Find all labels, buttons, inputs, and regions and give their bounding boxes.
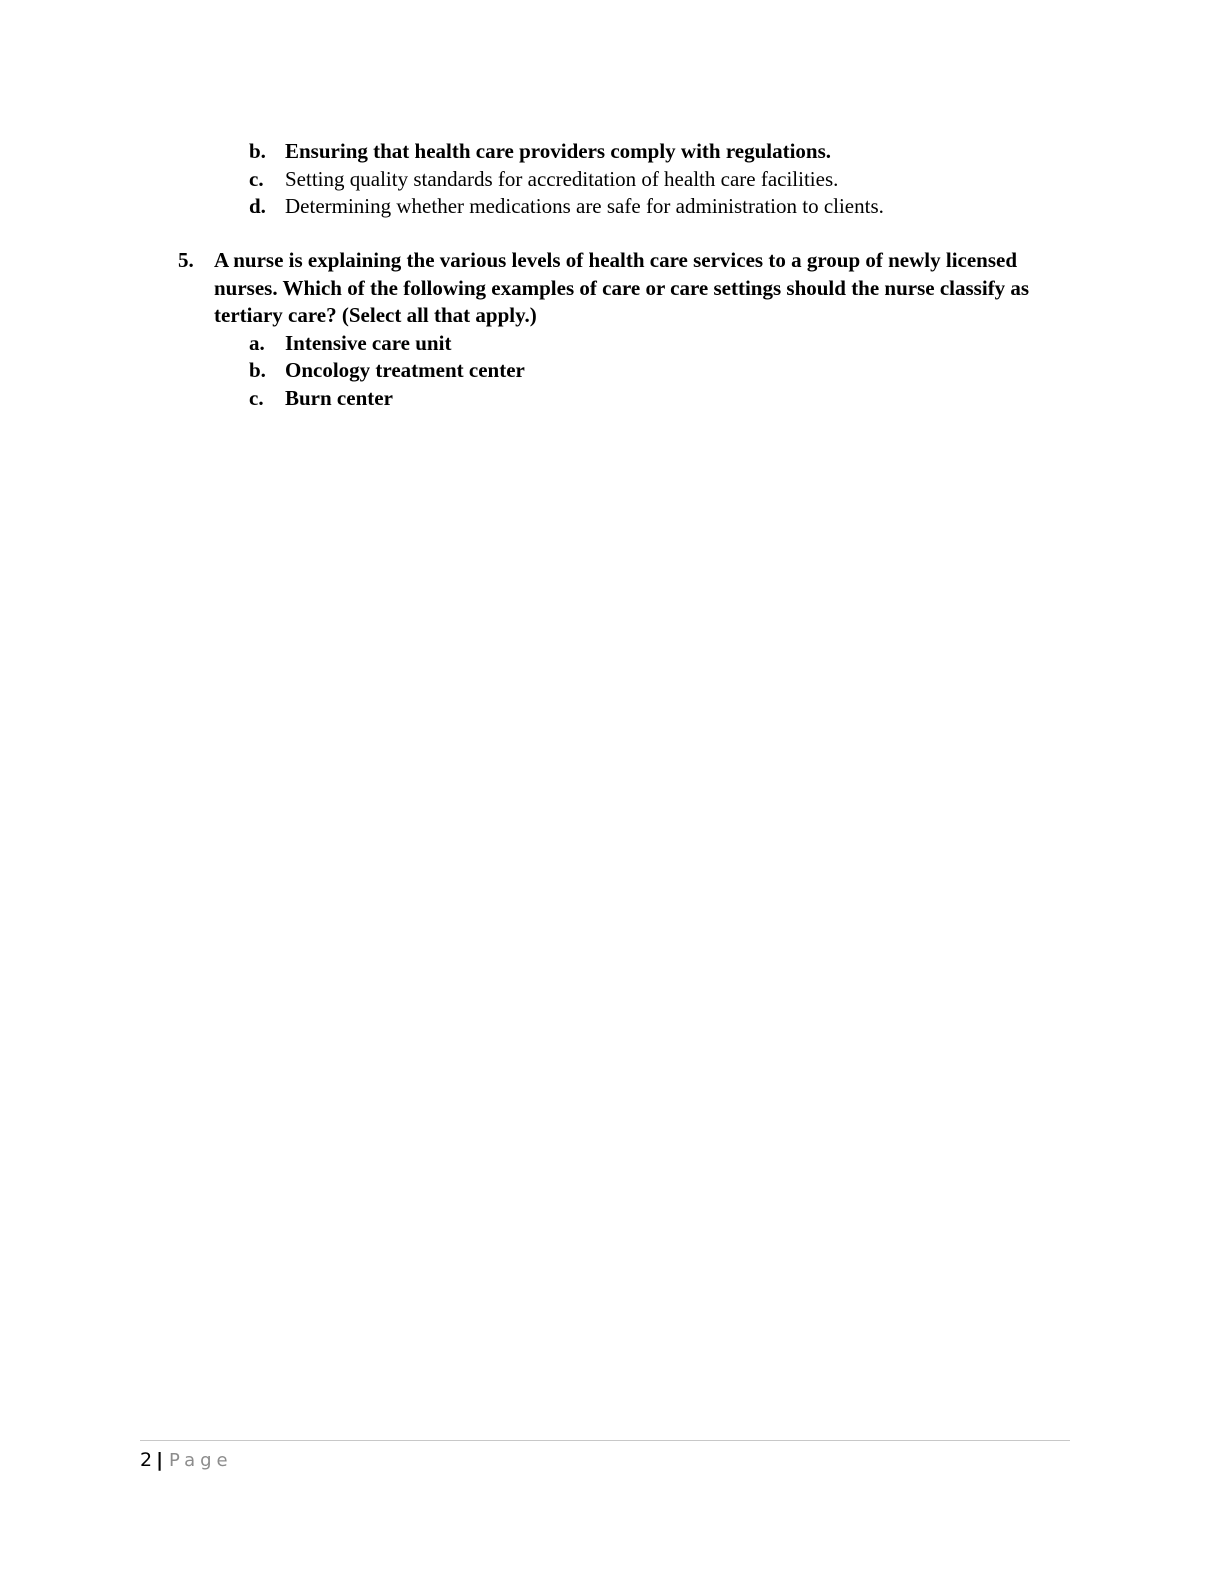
option-letter: c. (249, 386, 264, 410)
option-letter: c. (249, 167, 264, 191)
option-letter: b. (249, 358, 266, 382)
question-number: 5. (178, 248, 194, 272)
option-text: Intensive care unit (285, 331, 452, 355)
option-a (249, 329, 451, 357)
option-letter: b. (249, 139, 266, 163)
option-text: Setting quality standards for accreditation of health care facilities. (285, 167, 839, 191)
option-text: Oncology treatment center (285, 358, 525, 382)
option-text: Determining whether medications are safe for administration to clients. (285, 194, 884, 218)
option-b-prev (249, 137, 831, 165)
page-label: Page (169, 1450, 233, 1471)
page-footer (140, 1447, 233, 1474)
question-stem: A nurse is explaining the various levels of health care services to a group of newly licensed nurses. Which of the following examples of care or care settings should the nurse classify as tertiary care? (Select all that apply.) (214, 248, 1030, 327)
option-c-prev (249, 165, 838, 193)
option-text: Ensuring that health care providers comply with regulations. (285, 139, 832, 163)
option-text: Burn center (285, 386, 393, 410)
page-number: 2 (140, 1449, 153, 1471)
option-letter: d. (249, 194, 266, 218)
option-c (249, 384, 393, 412)
option-b (249, 356, 525, 384)
footer-separator: | (156, 1449, 164, 1471)
question-5 (178, 247, 1078, 330)
footer-divider (140, 1440, 1070, 1441)
option-d-prev (249, 192, 884, 220)
option-letter: a. (249, 331, 265, 355)
